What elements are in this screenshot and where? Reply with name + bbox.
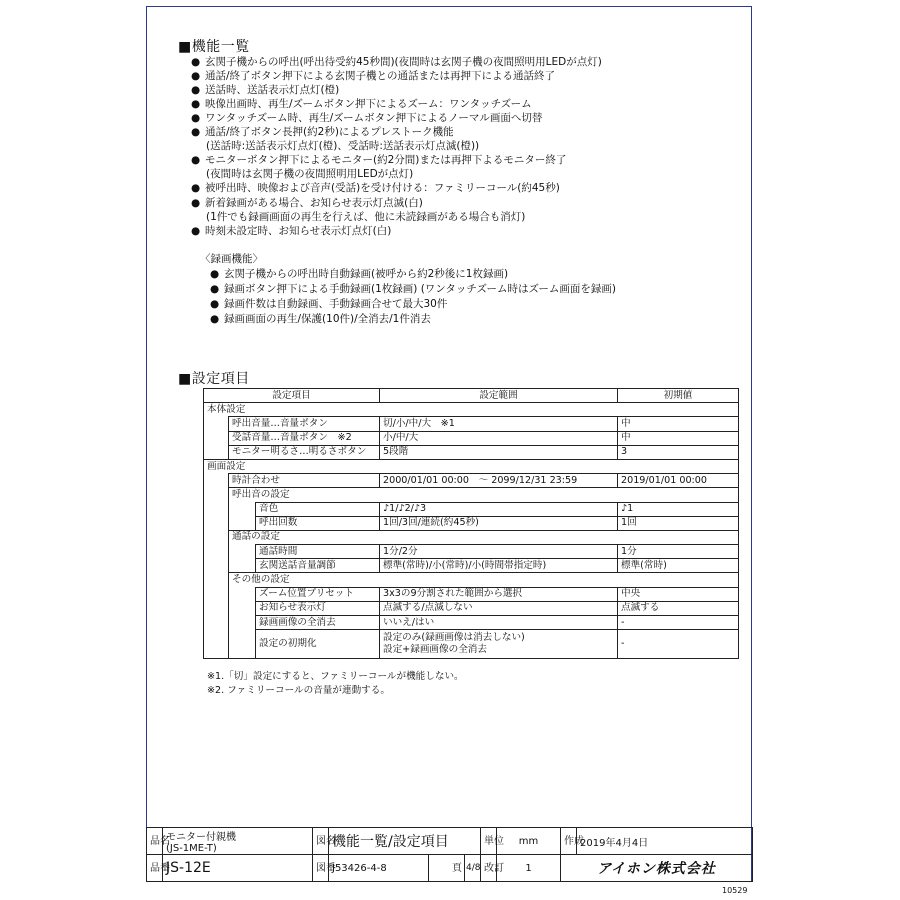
setting-range: 点滅する/点滅しない xyxy=(380,601,618,615)
subgroup-label: その他の設定 xyxy=(229,573,739,587)
title-block xyxy=(146,827,753,882)
group-label: 画面設定 xyxy=(204,459,739,473)
page-label: 頁 xyxy=(429,855,465,882)
page-value: 4/8 xyxy=(465,855,481,882)
table-row xyxy=(204,516,739,530)
feature-sub-text: (夜間時は玄関子機の夜間照明用LEDが点灯) xyxy=(206,168,414,180)
setting-name: 録画画像の全消去 xyxy=(256,616,380,630)
setting-default: ♪1 xyxy=(618,502,739,516)
product-name: モニター付親機 xyxy=(166,832,236,843)
recording-item: ● 録画件数は自動録画、手動録画合せて最大30件 xyxy=(210,298,448,310)
footnote-2: ※2. ファミリーコールの音量が連動する。 xyxy=(207,685,390,696)
hinmei-label: 品名 xyxy=(147,828,163,855)
table-row xyxy=(204,474,739,488)
drawing-number: J53426-4-8 xyxy=(329,855,429,882)
setting-default: 標準(常時) xyxy=(618,559,739,573)
setting-name: 受話音量…音量ボタン ※2 xyxy=(229,431,380,445)
hinban-label: 品番 xyxy=(147,855,163,882)
setting-range: いいえ/はい xyxy=(380,616,618,630)
setting-range: 2000/01/01 00:00 ～ 2099/12/31 23:59 xyxy=(380,474,618,488)
created-date: 2019年4月4日 xyxy=(577,828,753,855)
feature-sub-text: (送話時:送話表示灯点灯(橙)、受話時:送話表示灯点滅(橙)) xyxy=(206,140,480,152)
init-range-option: 設定+録画画像の全消去 xyxy=(383,644,487,656)
setting-default: - xyxy=(618,616,739,630)
recording-item: ● 玄関子機からの呼出時自動録画(被呼から約2秒後に1枚録画) xyxy=(210,268,509,280)
setting-name: 時計合わせ xyxy=(229,474,380,488)
table-row xyxy=(204,417,739,431)
setting-default: 2019/01/01 00:00 xyxy=(618,474,739,488)
settings-table xyxy=(203,388,739,659)
kaitei-label: 改訂 xyxy=(481,855,497,882)
feature-item: ● 映像出画時、再生/ズームボタン押下によるズーム：ワンタッチズーム xyxy=(191,98,532,110)
header-item: 設定項目 xyxy=(204,389,380,403)
feature-item: ● ワンタッチズーム時、再生/ズームボタン押下によるノーマル画面へ切替 xyxy=(191,112,543,124)
setting-default: 1分 xyxy=(618,545,739,559)
setting-default: 点滅する xyxy=(618,601,739,615)
setting-range: 切/小/中/大 ※1 xyxy=(380,417,618,431)
feature-item: ● 新着録画がある場合、お知らせ表示灯点滅(白) xyxy=(191,197,423,209)
feature-item: ● モニターボタン押下によるモニター(約2分間)または再押下よるモニター終了 xyxy=(191,154,567,166)
table-row xyxy=(204,559,739,573)
setting-name: 設定の初期化 xyxy=(256,630,380,659)
table-row xyxy=(204,530,739,544)
feature-item: ● 時刻未設定時、お知らせ表示灯点灯(白) xyxy=(191,225,392,237)
setting-default: - xyxy=(618,630,739,659)
zumei-label: 図名 xyxy=(313,828,329,855)
setting-range: ♪1/♪2/♪3 xyxy=(380,502,618,516)
table-row xyxy=(204,403,739,417)
setting-default: 3 xyxy=(618,445,739,459)
setting-name: 呼出音量…音量ボタン xyxy=(229,417,380,431)
table-row xyxy=(204,587,739,601)
feature-item: ● 玄関子機からの呼出(呼出待受約45秒間)(夜間時は玄関子機の夜間照明用LEDが点灯) xyxy=(191,56,602,68)
setting-name: ズーム位置プリセット xyxy=(256,587,380,601)
sakusei-label: 作成 xyxy=(561,828,577,855)
setting-name: 呼出回数 xyxy=(256,516,380,530)
drawing-name: 機能一覧/設定項目 xyxy=(329,828,481,855)
group-label: 本体設定 xyxy=(204,403,739,417)
setting-range: 1回/3回/連続(約45秒) xyxy=(380,516,618,530)
table-row xyxy=(204,573,739,587)
setting-default: 中央 xyxy=(618,587,739,601)
features-title: ■機能一覧 xyxy=(178,39,250,55)
setting-default: 中 xyxy=(618,417,739,431)
setting-default: 1回 xyxy=(618,516,739,530)
table-row xyxy=(204,616,739,630)
header-default: 初期値 xyxy=(618,389,739,403)
revision-value: 1 xyxy=(497,855,561,882)
company-logo: アイホン株式会社 xyxy=(561,855,753,882)
recording-title: 〈録画機能〉 xyxy=(200,253,263,265)
feature-sub-text: (1件でも録画画面の再生を行えば、他に未読録画がある場合も消灯) xyxy=(206,211,526,223)
setting-range: 標準(常時)/小(常時)/小(時間帯指定時) xyxy=(380,559,618,573)
table-row xyxy=(204,545,739,559)
feature-item: ● 通話/終了ボタン押下による玄関子機との通話または再押下による通話終了 xyxy=(191,70,556,82)
header-range: 設定範囲 xyxy=(380,389,618,403)
setting-default: 中 xyxy=(618,431,739,445)
zuban-label: 図番 xyxy=(313,855,329,882)
init-range-option: 設定のみ(録画画像は消去しない) xyxy=(383,632,525,644)
table-row xyxy=(204,459,739,473)
setting-name: お知らせ表示灯 xyxy=(256,601,380,615)
table-row xyxy=(204,502,739,516)
recording-item: ● 録画ボタン押下による手動録画(1枚録画) (ワンタッチズーム時はズーム画面を録画) xyxy=(210,283,617,295)
setting-range: 1分/2分 xyxy=(380,545,618,559)
product-number: JS-12E xyxy=(163,855,313,882)
subgroup-label: 通話の設定 xyxy=(229,530,739,544)
product-model-sub: (JS-1ME-T) xyxy=(166,843,217,854)
feature-item: ● 通話/終了ボタン長押(約2秒)によるプレストーク機能 xyxy=(191,126,454,138)
tani-label: 単位 xyxy=(481,828,497,855)
setting-range: 3x3の9分割された範囲から選択 xyxy=(380,587,618,601)
setting-name: 音色 xyxy=(256,502,380,516)
document-number: 10529 xyxy=(722,886,748,895)
table-row xyxy=(204,445,739,459)
feature-item: ● 被呼出時、映像および音声(受話)を受け付ける：ファミリーコール(約45秒) xyxy=(191,182,560,194)
table-header-row xyxy=(204,389,739,403)
setting-name: 玄関送話音量調節 xyxy=(256,559,380,573)
table-row xyxy=(204,601,739,615)
setting-range: 5段階 xyxy=(380,445,618,459)
unit-value: mm xyxy=(497,828,561,855)
recording-item: ● 録画画面の再生/保護(10件)/全消去/1件消去 xyxy=(210,313,431,325)
setting-range: 小/中/大 xyxy=(380,431,618,445)
settings-title: ■設定項目 xyxy=(178,371,250,387)
table-row xyxy=(204,488,739,502)
setting-range xyxy=(380,630,618,659)
table-row xyxy=(204,630,739,659)
product-name-cell xyxy=(163,828,313,855)
table-row xyxy=(204,431,739,445)
footnote-1: ※1.「切」設定にすると、ファミリーコールが機能しない。 xyxy=(207,671,464,682)
subgroup-label: 呼出音の設定 xyxy=(229,488,739,502)
setting-name: 通話時間 xyxy=(256,545,380,559)
setting-name: モニター明るさ…明るさボタン xyxy=(229,445,380,459)
feature-item: ● 送話時、送話表示灯点灯(橙) xyxy=(191,84,340,96)
